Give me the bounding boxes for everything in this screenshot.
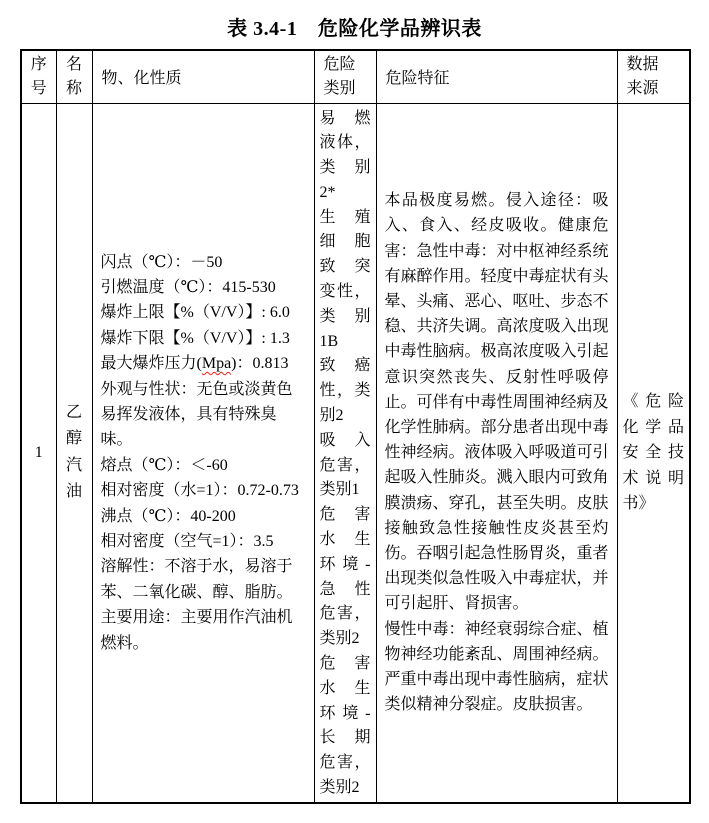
table-row [21,103,690,803]
mpa-line-suffix: )：0.813 [231,355,289,373]
cell-hazard-class: 易燃 液体， 类别 2* 生殖 细胞 致突 变性， 类别 1B 致癌 性，类 别2 吸入 危害， 类别1 危害 水生 环境- 急性 危害， 类别2 危害 水生 环境- 长期 危害， 类别2 [314,103,376,803]
cell-name-ethanol-gasoline: 乙 醇 汽 油 [56,103,92,803]
table-header-row [21,50,690,103]
cell-data-source: 《危险 化学品 安全技 术说明 书》 [617,103,690,803]
header-physical-chemical-properties: 物、化性质 [92,50,314,103]
header-hazard-class: 危险 类别 [314,50,376,103]
spellcheck-word: Mpa [201,355,232,373]
document-page [0,12,709,804]
hazard-identification-table [20,49,691,804]
header-data-source: 数据 来源 [617,50,690,103]
cell-hazard-features: 本品极度易燃。侵入途径：吸入、食入、经皮吸收。健康危害：急性中毒：对中枢神经系统有麻醉作用。轻度中毒症状有头晕、头痛、恶心、呕吐、步态不稳、共济失调。高浓度吸入出现中毒性脑病。极高浓度吸入引起意识突然丧失、反射性呼吸停止。可伴有中毒性周围神经病及化学性肺病。部分患者出现中毒性神经病。液体吸入呼吸道可引起吸入性肺炎。溅入眼内可致角膜溃疡、穿孔，甚至失明。皮肤接触致急性接触性皮炎甚至灼伤。吞咽引起急性肠胃炎，重者出现类似急性吸入中毒症状，并可引起肝、肾损害。 慢性中毒：神经衰弱综合症、植物神经功能紊乱、周围神经病。严重中毒出现中毒性脑病，症状类似精神分裂症。皮肤损害。 [376,103,617,803]
header-serial-number: 序 号 [21,50,56,103]
header-hazard-features: 危险特征 [376,50,617,103]
properties-lines-bottom: 外观与性状：无色或淡黄色易挥发液体，具有特殊臭味。 熔点（℃）：＜-60 相对密度（水=1）：0.72-0.73 沸点（℃）：40-200 相对密度（空气=1）：3.5 溶解性：不溶于水，易溶于苯、二氧化碳、醇、脂肪。 主要用途：主要用作汽油机燃料。 [100,380,299,652]
mpa-line-prefix: 最大爆炸压力( [100,355,202,373]
properties-mpa-line [101,351,306,376]
properties-lines-top: 闪点（℃）：－50 引燃温度（℃）：415-530 爆炸上限【%（V/V）】: 6.0 爆炸下限【%（V/V）】: 1.3 [100,253,290,347]
cell-physical-chemical-properties [92,103,314,803]
cell-serial-number: 1 [21,103,56,803]
header-name: 名 称 [56,50,92,103]
table-title: 表 3.4-1 危险化学品辨识表 [227,18,482,40]
